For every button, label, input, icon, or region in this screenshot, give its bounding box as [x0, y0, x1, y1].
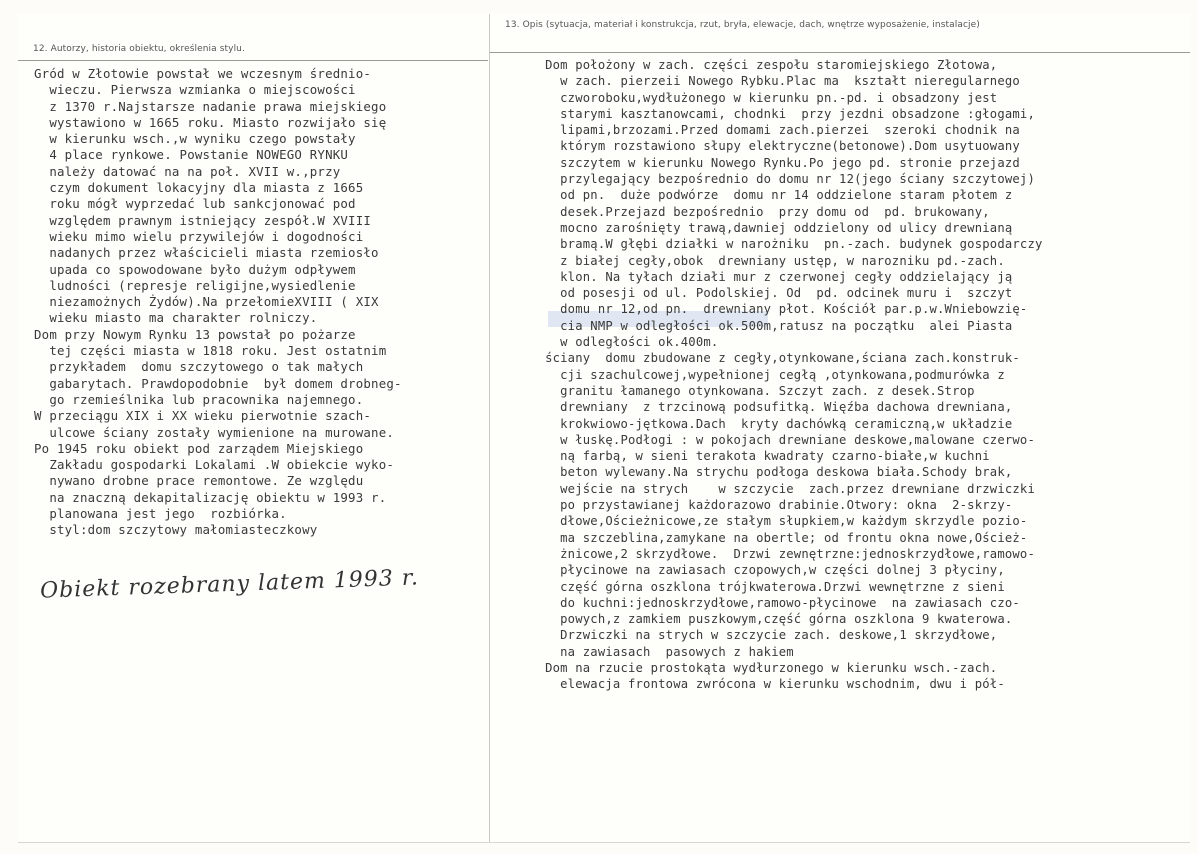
column-divider	[489, 14, 490, 842]
text-line: desek.Przejazd bezpośrednio przy domu od pd. brukowany,	[530, 204, 990, 219]
text-line: ną farbą, w sieni terakota kwadraty czarno-białe,w kuchni	[530, 449, 990, 464]
text-line: Po 1945 roku obiekt pod zarządem Miejskiego	[34, 440, 364, 456]
text-line: na zawiasach pasowych z hakiem	[530, 644, 794, 659]
text-line: tej części miasta w 1818 roku. Jest ostatnim	[34, 343, 387, 359]
text-line: beton wylewany.Na strychu podłoga deskowa biała.Schody brak,	[530, 465, 1013, 480]
text-line: ulcowe ściany zostały wymienione na murowane.	[34, 424, 395, 440]
text-line: cia NMP w odległości ok.500m,ratusz na początku alei Piasta	[530, 318, 1013, 333]
text-line: należy datować na na poł. XVII w.,przy	[34, 163, 341, 179]
text-line: elewacja frontowa zwrócona w kierunku wschodnim, dwu i pół-	[530, 677, 1005, 692]
text-line: mocno zarośnięty trawą,dawniej oddzielony od ulicy drewnianą	[530, 220, 1013, 235]
text-line: z białej cegły,obok drewniany ustęp, w narozniku pd.-zach.	[530, 253, 1005, 268]
text-line: bramą.W głębi działki w narożniku pn.-zach. budynek gospodarczy	[530, 237, 1043, 252]
text-line: którym rozstawiono słupy elektryczne(betonowe).Dom usytuowany	[530, 139, 1020, 154]
text-line: Gród w Złotowie powstał we wczesnym średnio-	[34, 66, 372, 81]
text-line: dłowe,Ościeżnicowe,ze stałym słupkiem,w każdym skrzydle pozio-	[530, 514, 1028, 529]
text-line: W przeciągu XIX i XX wieku pierwotnie szach-	[34, 408, 372, 424]
text-line: ma szczeblina,zamykane na obertle; od frontu okna nowe,Oścież-	[530, 530, 1028, 545]
text-line: nywano drobne prace remontowe. Ze względu	[34, 473, 364, 489]
text-line: roku mógł wyprzedać lub sankcjonować pod	[34, 196, 356, 212]
text-line: Zakładu gospodarki Lokalami .W obiekcie wyko-	[34, 457, 395, 473]
text-line: krokwiowo-jętkowa.Dach kryty dachówką ceramiczną,w układzie	[530, 416, 1013, 431]
text-line: starymi kasztanowcami, chodnki przy jezdni obsadzone :głogami,	[530, 106, 1036, 121]
text-line: czym dokument lokacyjny dla miasta z 1665	[34, 180, 364, 196]
text-line: od pn. duże podwórze domu nr 14 oddzielone staram płotem z	[530, 188, 1013, 203]
text-line: upada co spowodowane było dużym odpływem	[34, 261, 356, 277]
text-line: domu nr 12,od pn. drewniany płot. Kościół par.p.w.Wniebowzię-	[530, 302, 1028, 317]
text-line: klon. Na tyłach działi mur z czerwonej cegły oddzielający ją	[530, 269, 1013, 284]
text-line: w kierunku wsch.,w wyniku czego powstały	[34, 131, 356, 147]
text-line: nadanych przez właścicieli miasta rzemiosło	[34, 245, 379, 261]
text-line: wieku miasto ma charakter rolniczy.	[34, 310, 318, 326]
text-line: ściany domu zbudowane z cegły,otynkowane,ściana zach.konstruk-	[530, 351, 1020, 366]
text-line: wejście na strych w szczycie zach.przez drewniane drzwiczki	[530, 481, 1036, 496]
handwritten-note: Obiekt rozebrany latem 1993 r.	[39, 565, 420, 604]
text-line: przylegający bezpośrednio do domu nr 12(jego ściany szczytowej)	[530, 172, 1036, 187]
text-line: lipami,brzozami.Przed domami zach.pierzei szeroki chodnik na	[530, 123, 1020, 138]
text-line: szczytem w kierunku Nowego Rynku.Po jego pd. stronie przejazd	[530, 155, 1020, 170]
text-line: cji szachulcowej,wypełnionej cegłą ,otynkowana,podmurówka z	[530, 367, 1005, 382]
text-line: z 1370 r.Najstarsze nadanie prawa miejskiego	[34, 98, 387, 114]
text-line: w odległości ok.400m.	[530, 335, 719, 350]
text-line: gabarytach. Prawdopodobnie był domem drobneg-	[34, 375, 402, 391]
text-line: planowana jest jego rozbiórka.	[34, 506, 287, 522]
text-line: wystawiono w 1665 roku. Miasto rozwijało się	[34, 114, 387, 130]
text-line: płycinowe na zawiasach czopowych,w części dolnej 3 płyciny,	[530, 563, 1005, 578]
text-line: granitu łamanego otynkowana. Szczyt zach. z desek.Strop	[530, 383, 975, 398]
text-line: względem prawnym istniejący zespół.W XVIII	[34, 212, 372, 228]
left-header-rule	[18, 60, 488, 61]
text-line: drewniany z trzcinową podsufitką. Więźba dachowa drewniana,	[530, 400, 1013, 415]
text-line: od posesji od ul. Podolskiej. Od pd. odcinek muru i szczyt	[530, 286, 1013, 301]
right-header-rule	[490, 52, 1190, 53]
text-line: żnicowe,2 skrzydłowe. Drzwi zewnętrzne:jednoskrzydłowe,ramowo-	[530, 546, 1036, 561]
left-column-text	[34, 66, 402, 539]
left-column-header: 12. Autorzy, historia obiektu, określenia stylu.	[33, 44, 245, 54]
text-line: na znaczną dekapitalizację obiektu w 1993 r.	[34, 489, 387, 505]
text-line: styl:dom szczytowy małomiasteczkowy	[34, 522, 318, 538]
text-line: powych,z zamkiem puszkowym,część górna oszklona 9 kwaterowa.	[530, 612, 1013, 627]
text-line: część górna oszklona trójkwaterowa.Drzwi wewnętrzne z sieni	[530, 579, 1005, 594]
text-line: Drzwiczki na strych w szczycie zach. deskowe,1 skrzydłowe,	[530, 628, 998, 643]
right-column-text	[530, 57, 1043, 693]
text-line: przykładem domu szczytowego o tak małych	[34, 359, 364, 375]
text-line: wieku mimo wielu przywilejów i dogodności	[34, 228, 364, 244]
text-line: do kuchni:jednoskrzydłowe,ramowo-płycinowe na zawiasach czo-	[530, 595, 1020, 610]
text-line: 4 place rynkowe. Powstanie NOWEGO RYNKU	[34, 147, 349, 163]
text-line: czworoboku,wydłużonego w kierunku pn.-pd. i obsadzony jest	[530, 90, 998, 105]
text-line: w łuskę.Podłogi : w pokojach drewniane deskowe,malowane czerwo-	[530, 432, 1036, 447]
right-column-header: 13. Opis (sytuacja, materiał i konstrukcja, rzut, bryła, elewacje, dach, wnętrze wyposażenie, instalacje)	[505, 20, 980, 30]
text-line: Dom na rzucie prostokąta wydłurzonego w kierunku wsch.-zach.	[530, 660, 998, 675]
text-line: po przystawianej każdorazowo drabinie.Otwory: okna 2-skrzy-	[530, 498, 1013, 513]
text-line: niezamożnych Żydów).Na przełomieXVIII ( XIX	[34, 294, 379, 310]
text-line: wieczu. Pierwsza wzmianka o miejscowości	[34, 82, 356, 98]
text-line: Dom położony w zach. części zespołu staromiejskiego Złotowa,	[530, 58, 998, 72]
text-line: go rzemieślnika lub pracownika najemnego.	[34, 391, 364, 407]
text-line: ludności (represje religijne,wysiedlenie	[34, 277, 356, 293]
text-line: Dom przy Nowym Rynku 13 powstał po pożarze	[34, 326, 356, 342]
page-bottom-edge	[18, 842, 1190, 843]
text-line: w zach. pierzeii Nowego Rybku.Plac ma kształt nieregularnego	[530, 74, 1020, 89]
